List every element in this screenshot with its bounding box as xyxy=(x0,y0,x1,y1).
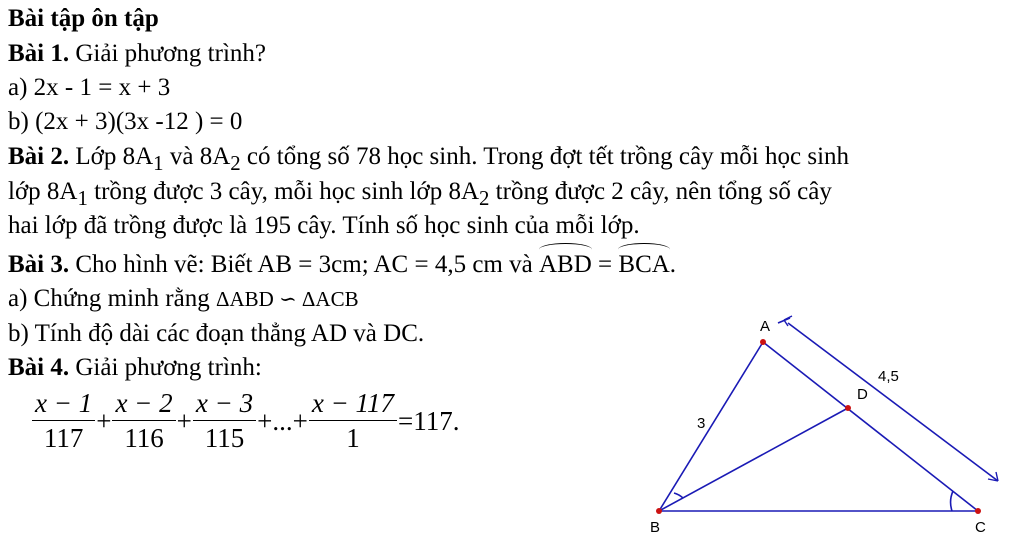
exercise-3-part-a: a) Chứng minh rằng ΔABD ∽ ΔACB xyxy=(8,285,359,312)
exercise-2-line-3: hai lớp đã trồng được là 195 cây. Tính số học sinh của mỗi lớp. xyxy=(8,212,640,239)
exercise-1-part-b: b) (2x + 3)(3x -12 ) = 0 xyxy=(8,108,243,135)
exercise-1-heading: Bài 1. Giải phương trình? xyxy=(8,40,266,67)
similar-symbol: ∽ xyxy=(273,287,302,311)
point-a xyxy=(760,339,766,345)
label-a: A xyxy=(760,318,771,335)
triangle-figure xyxy=(630,300,1024,552)
dimension-line-ac xyxy=(788,323,998,481)
exercise-1-part-a: a) 2x - 1 = x + 3 xyxy=(8,74,171,101)
angle-bca: BCA xyxy=(618,248,669,282)
point-c xyxy=(975,508,981,514)
label-ac-length: 4,5 xyxy=(878,368,899,385)
exercise-2-line-2: lớp $8A_1$ trồng được 3 cây, mỗi học sinh lớp $8A_2$ trồng được 2 cây, nên tổng số cây xyxy=(8,178,832,210)
point-d xyxy=(845,405,851,411)
fraction-3: $\frac{x - 3}{115}$ xyxy=(193,386,256,455)
label-b: B xyxy=(650,519,661,536)
label-ab-length: 3 xyxy=(697,415,706,432)
exercise-4-equation: $\frac{x - 1}{117}$ + $\frac{x - 2}{116}$ + $\frac{x - 3}{115}$ +...+ $\frac{x - 117}{1}$ =117. xyxy=(32,386,461,455)
segment-ab xyxy=(659,342,763,511)
angle-arc-c xyxy=(951,491,953,511)
exercise-2-line-1: Bài 2. Lớp $8A_1$ và $8A_2$ có tổng số 78 học sinh. Trong đợt tết trồng cây mỗi học sinh xyxy=(8,143,850,175)
triangle-acb: ΔACB xyxy=(301,287,359,311)
angle-abd: ABD xyxy=(539,248,592,282)
exercise-4-heading: Bài 4. Giải phương trình: xyxy=(8,354,262,381)
segment-bd xyxy=(659,408,848,511)
triangle-abd: ΔABD xyxy=(215,287,274,311)
page-title: Bài tập ôn tập xyxy=(8,5,159,32)
exercise-3-part-b: b) Tính độ dài các đoạn thẳng AD và DC. xyxy=(8,320,425,347)
label-c: C xyxy=(975,519,986,536)
point-b xyxy=(656,508,662,514)
angle-arc-b xyxy=(674,493,683,498)
fraction-4: $\frac{x - 117}{1}$ xyxy=(309,386,397,455)
fraction-2: $\frac{x - 2}{116}$ xyxy=(112,386,175,455)
fraction-1: $\frac{x - 1}{117}$ xyxy=(32,386,95,455)
label-d: D xyxy=(857,386,868,403)
exercise-3-heading: Bài 3. Cho hình vẽ: Biết AB = 3cm; AC = 4,5 cm và ABD = BCA. xyxy=(8,248,676,282)
segment-ac xyxy=(763,342,978,511)
